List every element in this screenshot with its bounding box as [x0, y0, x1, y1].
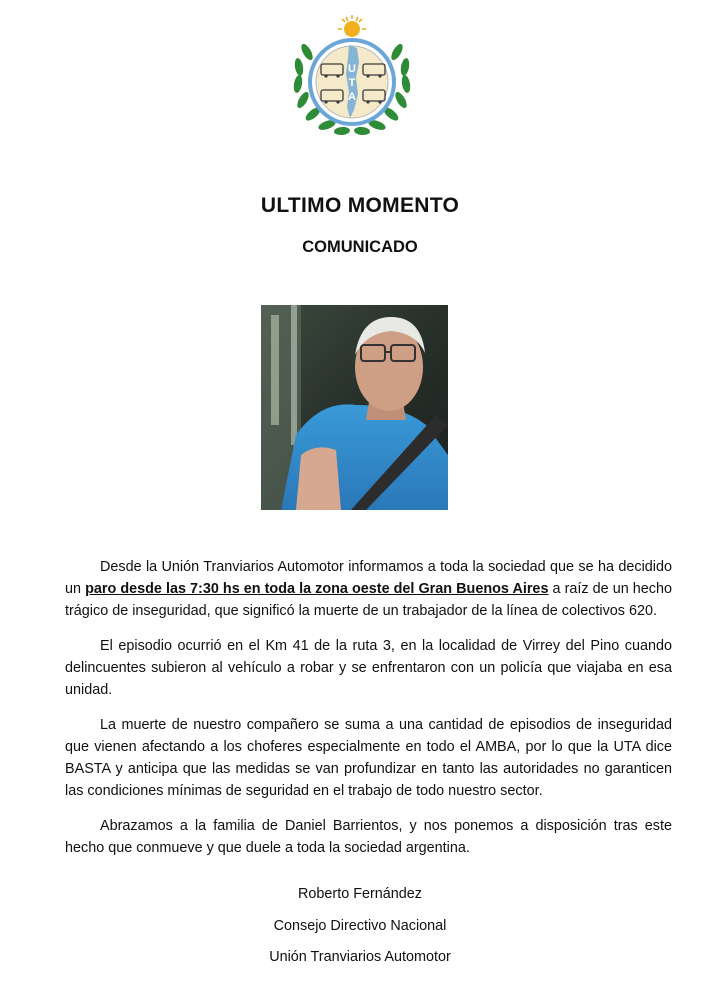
strike-highlight: paro desde las 7:30 hs en toda la zona oeste del Gran Buenos Aires [85, 581, 549, 597]
paragraph-text: a raíz de un hecho trágico de inseguridad, que significó la muerte de un trabajador de la línea de colectivos 620. [65, 581, 672, 619]
signatory-body: Consejo Directivo Nacional [273, 918, 447, 934]
statement-body [65, 556, 672, 872]
uta-logo [287, 12, 417, 142]
paragraph-condolences: Abrazamos a la familia de Daniel Barrientos, y nos ponemos a disposición tras este hecho que conmueve y que duele a toda la sociedad argentina. [65, 818, 672, 856]
paragraph-incident: El episodio ocurrió en el Km 41 de la ruta 3, en la localidad de Virrey del Pino cuando delincuentes subieron al vehículo a robar y se enfrentaron con un policía que viajaba en esa unidad. [65, 638, 672, 698]
paragraph-text: Desde la Unión Tranviarios Automotor informamos a toda la sociedad que se ha decidido un [65, 559, 672, 597]
logo-letter-a: A [348, 91, 356, 103]
logo-letter-t: T [348, 77, 356, 89]
page-subtitle: COMUNICADO [302, 238, 418, 256]
portrait-photo [261, 305, 448, 510]
page-title: ULTIMO MOMENTO [260, 194, 460, 217]
paragraph-strike-announcement [65, 556, 672, 622]
paragraph-demands: La muerte de nuestro compañero se suma a una cantidad de episodios de inseguridad que vienen afectando a los choferes especialmente en todo el AMBA, por lo que la UTA dice BASTA y anticipa que las medidas se van profundizar en tanto las autoridades no garanticen las condiciones mínimas de seguridad en el trabajo de todo nuestro sector. [65, 717, 672, 799]
sun-icon [338, 15, 366, 37]
signatory-name: Roberto Fernández [298, 886, 422, 902]
signatory-organization: Unión Tranviarios Automotor [269, 949, 451, 965]
logo-letter-u: U [348, 63, 356, 75]
uta-logo-emblem [287, 12, 417, 142]
